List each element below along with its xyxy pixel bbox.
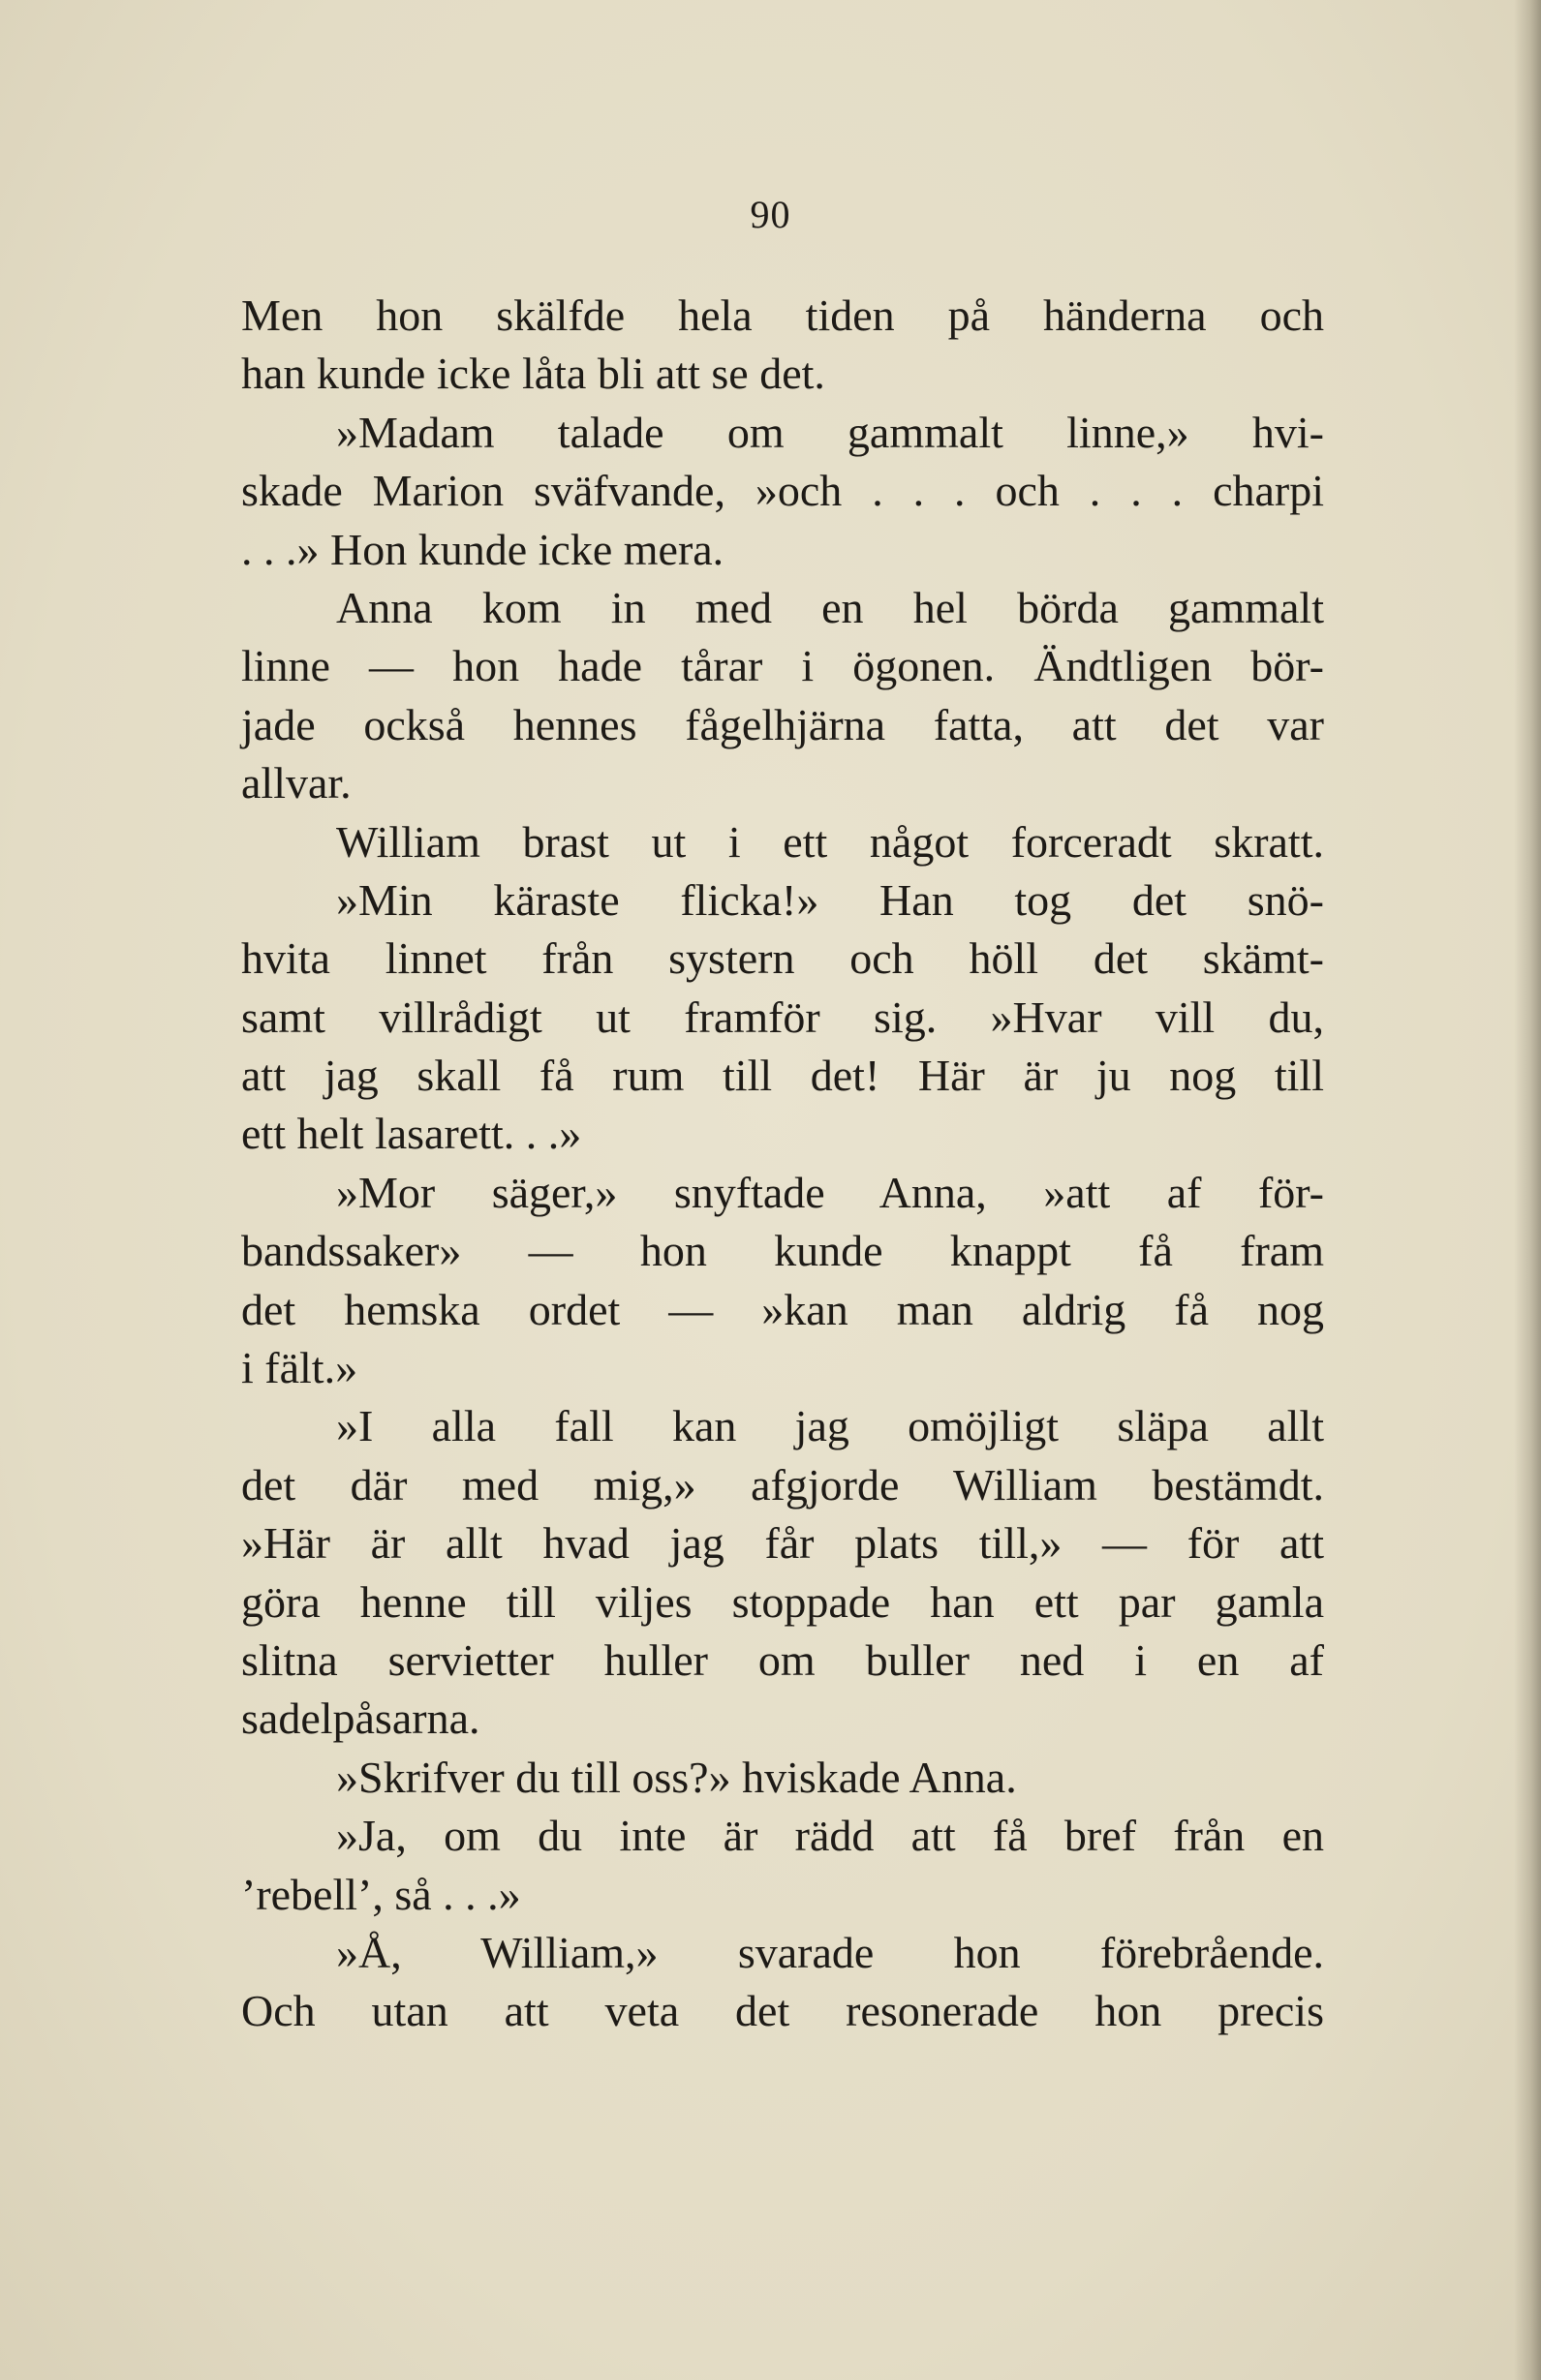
text-line: ’rebell’, så . . .»	[241, 1869, 521, 1919]
text-line: samt villrådigt ut framför sig. »Hvar vill du,	[241, 992, 1324, 1042]
text-line: »Här är allt hvad jag får plats till,» — för att	[241, 1518, 1324, 1569]
text-line: göra henne till viljes stoppade han ett par gamla	[241, 1576, 1324, 1627]
text-line: linne — hon hade tårar i ögonen. Ändtligen bör-	[241, 641, 1324, 691]
text-line: Och utan att veta det resonerade hon precis	[241, 1986, 1324, 2036]
text-line: »Mor säger,» snyftade Anna, »att af för-	[336, 1167, 1324, 1217]
body-text	[241, 287, 1324, 2041]
text-line: »Skrifver du till oss?» hviskade Anna.	[336, 1752, 1017, 1802]
page-number: 90	[750, 193, 791, 236]
text-line: sadelpåsarna.	[241, 1693, 480, 1744]
text-line: »Å, William,» svarade hon förebrående.	[336, 1927, 1324, 1977]
text-line: William brast ut i ett något forceradt skratt.	[336, 816, 1324, 867]
text-line: allvar.	[241, 758, 352, 809]
page-edge-shadow	[1514, 0, 1541, 2380]
text-line: »I alla fall kan jag omöjligt släpa allt	[336, 1401, 1324, 1451]
text-line: det hemska ordet — »kan man aldrig få nog	[241, 1284, 1324, 1334]
text-line: slitna servietter huller om buller ned i en af	[241, 1634, 1324, 1685]
text-line: ett helt lasarett. . .»	[241, 1109, 582, 1159]
text-line: . . .» Hon kunde icke mera.	[241, 524, 724, 574]
text-line: hvita linnet från systern och höll det skämt-	[241, 933, 1324, 984]
text-line: Men hon skälfde hela tiden på händerna och	[241, 290, 1324, 340]
text-line: i fält.»	[241, 1343, 358, 1393]
text-line: han kunde icke låta bli att se det.	[241, 349, 825, 399]
text-line: skade Marion sväfvande, »och . . . och . . . charpi	[241, 466, 1324, 516]
text-line: »Ja, om du inte är rädd att få bref från en	[336, 1811, 1324, 1861]
text-line: jade också hennes fågelhjärna fatta, att det var	[241, 699, 1324, 749]
text-line: »Min käraste flicka!» Han tog det snö-	[336, 874, 1324, 925]
text-line: bandssaker» — hon kunde knappt få fram	[241, 1226, 1324, 1276]
text-line: Anna kom in med en hel börda gammalt	[336, 582, 1324, 632]
text-line: att jag skall få rum till det! Här är ju nog till	[241, 1051, 1324, 1101]
text-line: »Madam talade om gammalt linne,» hvi-	[336, 407, 1324, 457]
text-line: det där med mig,» afgjorde William bestämdt.	[241, 1459, 1324, 1510]
